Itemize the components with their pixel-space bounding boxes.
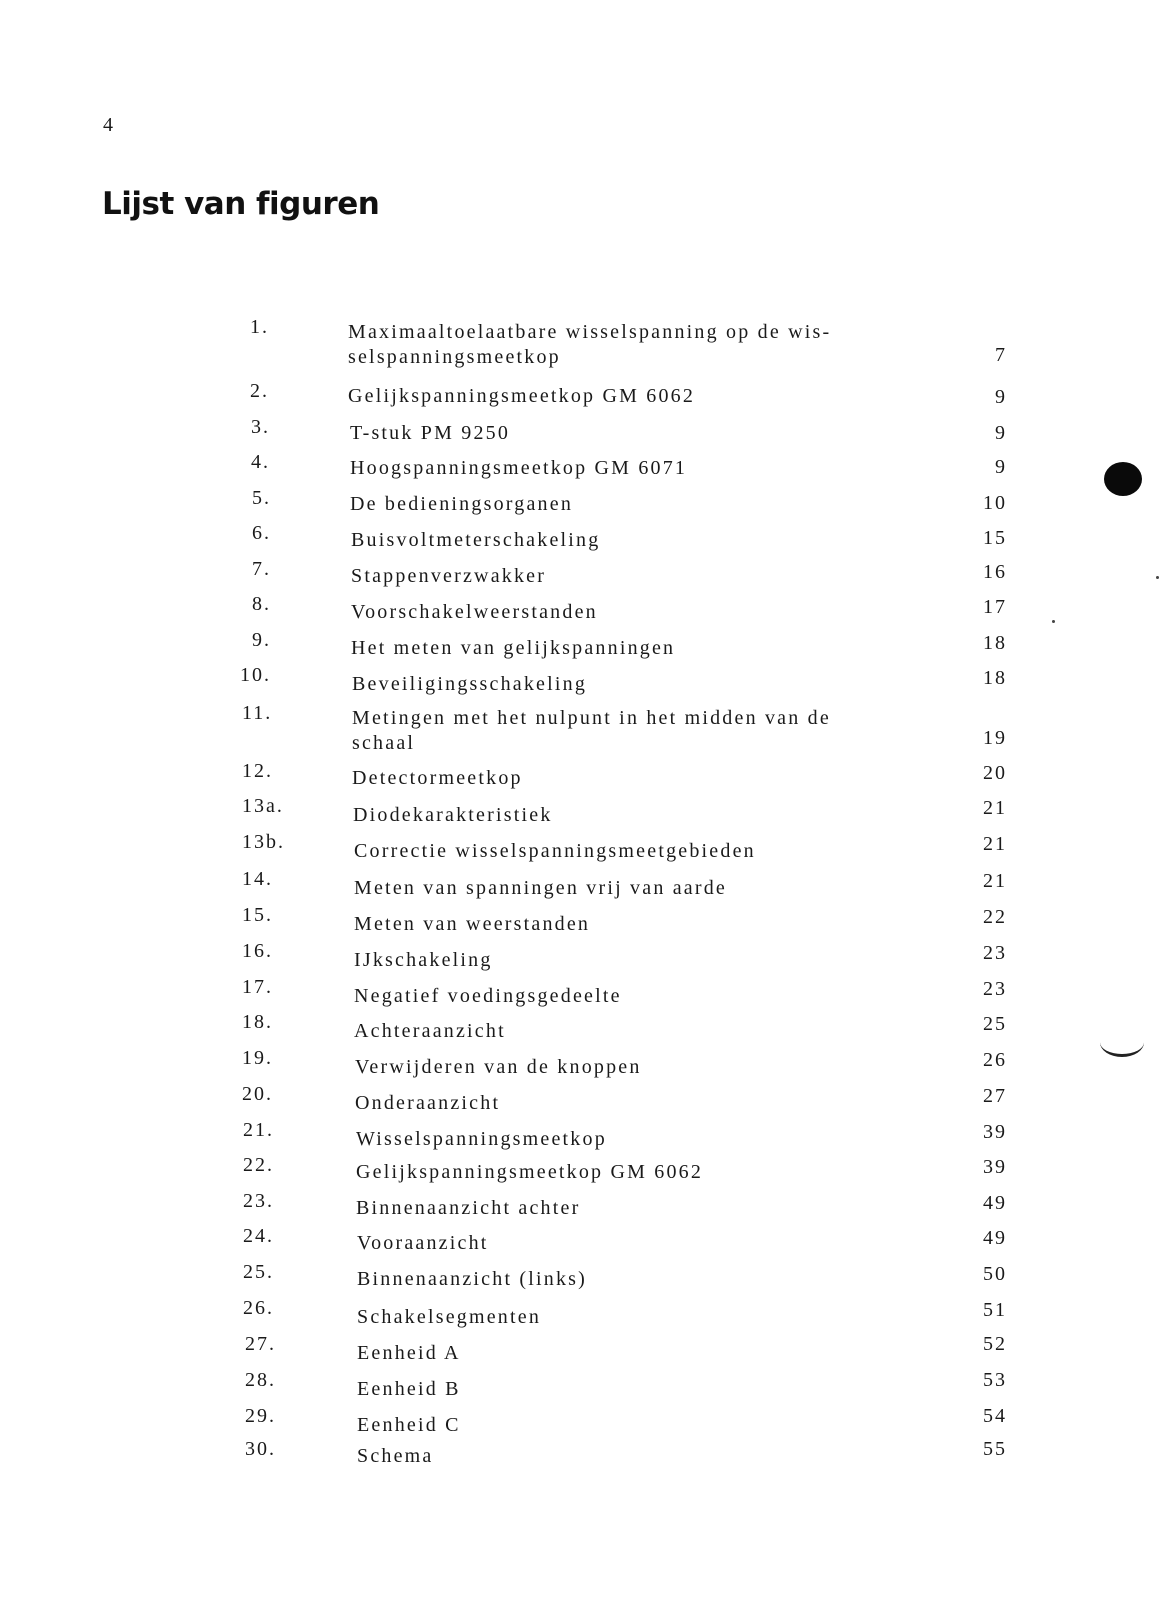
figure-number: 20. bbox=[242, 1083, 273, 1105]
figure-title: Eenheid B bbox=[357, 1378, 461, 1400]
figure-page-number: 23 bbox=[983, 942, 1007, 964]
figure-number: 21. bbox=[243, 1119, 274, 1141]
figure-page-number: 19 bbox=[983, 727, 1007, 749]
figure-number: 6. bbox=[252, 522, 271, 544]
figure-title: Buisvoltmeterschakeling bbox=[351, 529, 601, 551]
figure-title: Meten van spanningen vrij van aarde bbox=[354, 877, 728, 899]
figure-title: Schakelsegmenten bbox=[357, 1306, 542, 1328]
ink-blot bbox=[1104, 462, 1142, 496]
figure-title: Verwijderen van de knoppen bbox=[355, 1056, 642, 1078]
figure-number: 13b. bbox=[242, 831, 285, 853]
figure-number: 10. bbox=[240, 664, 271, 686]
figure-number: 13a. bbox=[242, 795, 284, 817]
figure-page-number: 17 bbox=[983, 596, 1007, 618]
figure-title: Achteraanzicht bbox=[354, 1020, 506, 1042]
figure-number: 11. bbox=[242, 702, 273, 724]
figure-title: Metingen met het nulpunt in het midden van de schaal bbox=[352, 707, 831, 754]
figure-title: Gelijkspanningsmeetkop GM 6062 bbox=[348, 385, 696, 407]
figure-page-number: 18 bbox=[983, 632, 1007, 654]
figure-title: Meten van weerstanden bbox=[354, 913, 591, 935]
figure-page-number: 39 bbox=[983, 1121, 1007, 1143]
figure-number: 9. bbox=[252, 629, 271, 651]
figure-page-number: 51 bbox=[983, 1299, 1007, 1321]
figure-page-number: 39 bbox=[983, 1156, 1007, 1178]
figure-number: 14. bbox=[242, 868, 273, 890]
figure-title: Gelijkspanningsmeetkop GM 6062 bbox=[356, 1161, 704, 1183]
figure-number: 18. bbox=[242, 1011, 273, 1033]
figure-page-number: 7 bbox=[995, 344, 1007, 366]
figure-number: 17. bbox=[242, 976, 273, 998]
speck bbox=[1052, 620, 1055, 623]
figure-title: Schema bbox=[357, 1445, 434, 1467]
figure-number: 25. bbox=[243, 1261, 274, 1283]
page-number: 4 bbox=[103, 114, 114, 136]
figure-page-number: 16 bbox=[983, 561, 1007, 583]
figure-title: Binnenaanzicht achter bbox=[356, 1197, 581, 1219]
figure-page-number: 27 bbox=[983, 1085, 1007, 1107]
figure-title: Diodekarakteristiek bbox=[353, 804, 553, 826]
figure-number: 28. bbox=[245, 1369, 276, 1391]
figure-title: Voorschakelweerstanden bbox=[351, 601, 598, 623]
figure-title: Maximaaltoelaatbare wisselspanning op de wis- selspanningsmeetkop bbox=[348, 321, 832, 368]
figure-title: Detectormeetkop bbox=[352, 767, 523, 789]
figure-number: 29. bbox=[245, 1405, 276, 1427]
speck bbox=[1156, 576, 1159, 579]
figure-number: 24. bbox=[243, 1225, 274, 1247]
figure-page-number: 9 bbox=[995, 422, 1007, 444]
figure-page-number: 15 bbox=[983, 527, 1007, 549]
figure-page-number: 54 bbox=[983, 1405, 1007, 1427]
figure-number: 19. bbox=[242, 1047, 273, 1069]
figure-number: 8. bbox=[252, 593, 271, 615]
figure-title: Het meten van gelijkspanningen bbox=[351, 637, 676, 659]
figure-number: 22. bbox=[243, 1154, 274, 1176]
figure-title: Onderaanzicht bbox=[355, 1092, 501, 1114]
figure-page-number: 25 bbox=[983, 1013, 1007, 1035]
figure-page-number: 10 bbox=[983, 492, 1007, 514]
figure-title: Negatief voedingsgedeelte bbox=[354, 985, 622, 1007]
figure-page-number: 52 bbox=[983, 1333, 1007, 1355]
figure-page-number: 20 bbox=[983, 762, 1007, 784]
figure-number: 26. bbox=[243, 1297, 274, 1319]
figure-page-number: 21 bbox=[983, 797, 1007, 819]
figure-title: Binnenaanzicht (links) bbox=[357, 1268, 588, 1290]
figure-title: Stappenverzwakker bbox=[351, 565, 547, 587]
figure-page-number: 18 bbox=[983, 667, 1007, 689]
figure-page-number: 9 bbox=[995, 386, 1007, 408]
figure-number: 27. bbox=[245, 1333, 276, 1355]
figure-page-number: 49 bbox=[983, 1227, 1007, 1249]
figure-page-number: 21 bbox=[983, 833, 1007, 855]
figure-number: 3. bbox=[251, 416, 270, 438]
figure-number: 23. bbox=[243, 1190, 274, 1212]
figure-number: 15. bbox=[242, 904, 273, 926]
figure-number: 12. bbox=[242, 760, 273, 782]
figure-page-number: 26 bbox=[983, 1049, 1007, 1071]
figure-number: 5. bbox=[252, 487, 271, 509]
figure-title: Beveiligingsschakeling bbox=[352, 673, 588, 695]
figure-number: 2. bbox=[250, 380, 269, 402]
figure-number: 30. bbox=[245, 1438, 276, 1460]
figure-title: Hoogspanningsmeetkop GM 6071 bbox=[350, 457, 688, 479]
figure-page-number: 23 bbox=[983, 978, 1007, 1000]
figure-title: Correctie wisselspanningsmeetgebieden bbox=[354, 840, 756, 862]
figure-number: 4. bbox=[251, 451, 270, 473]
margin-mark bbox=[1100, 1028, 1144, 1057]
figure-page-number: 55 bbox=[983, 1438, 1007, 1460]
figure-title: Vooraanzicht bbox=[357, 1232, 489, 1254]
figure-title: Eenheid C bbox=[357, 1414, 461, 1436]
figure-title: De bedieningsorganen bbox=[350, 493, 574, 515]
figure-title: IJkschakeling bbox=[354, 949, 493, 971]
figure-page-number: 22 bbox=[983, 906, 1007, 928]
figure-title: T-stuk PM 9250 bbox=[350, 422, 511, 444]
figure-title: Eenheid A bbox=[357, 1342, 461, 1364]
figure-number: 7. bbox=[252, 558, 271, 580]
figure-page-number: 53 bbox=[983, 1369, 1007, 1391]
figure-number: 1. bbox=[250, 316, 269, 338]
figure-title: Wisselspanningsmeetkop bbox=[356, 1128, 607, 1150]
figure-number: 16. bbox=[242, 940, 273, 962]
figure-page-number: 49 bbox=[983, 1192, 1007, 1214]
figure-page-number: 9 bbox=[995, 456, 1007, 478]
page-title: Lijst van figuren bbox=[102, 186, 380, 222]
figure-page-number: 21 bbox=[983, 870, 1007, 892]
figure-page-number: 50 bbox=[983, 1263, 1007, 1285]
